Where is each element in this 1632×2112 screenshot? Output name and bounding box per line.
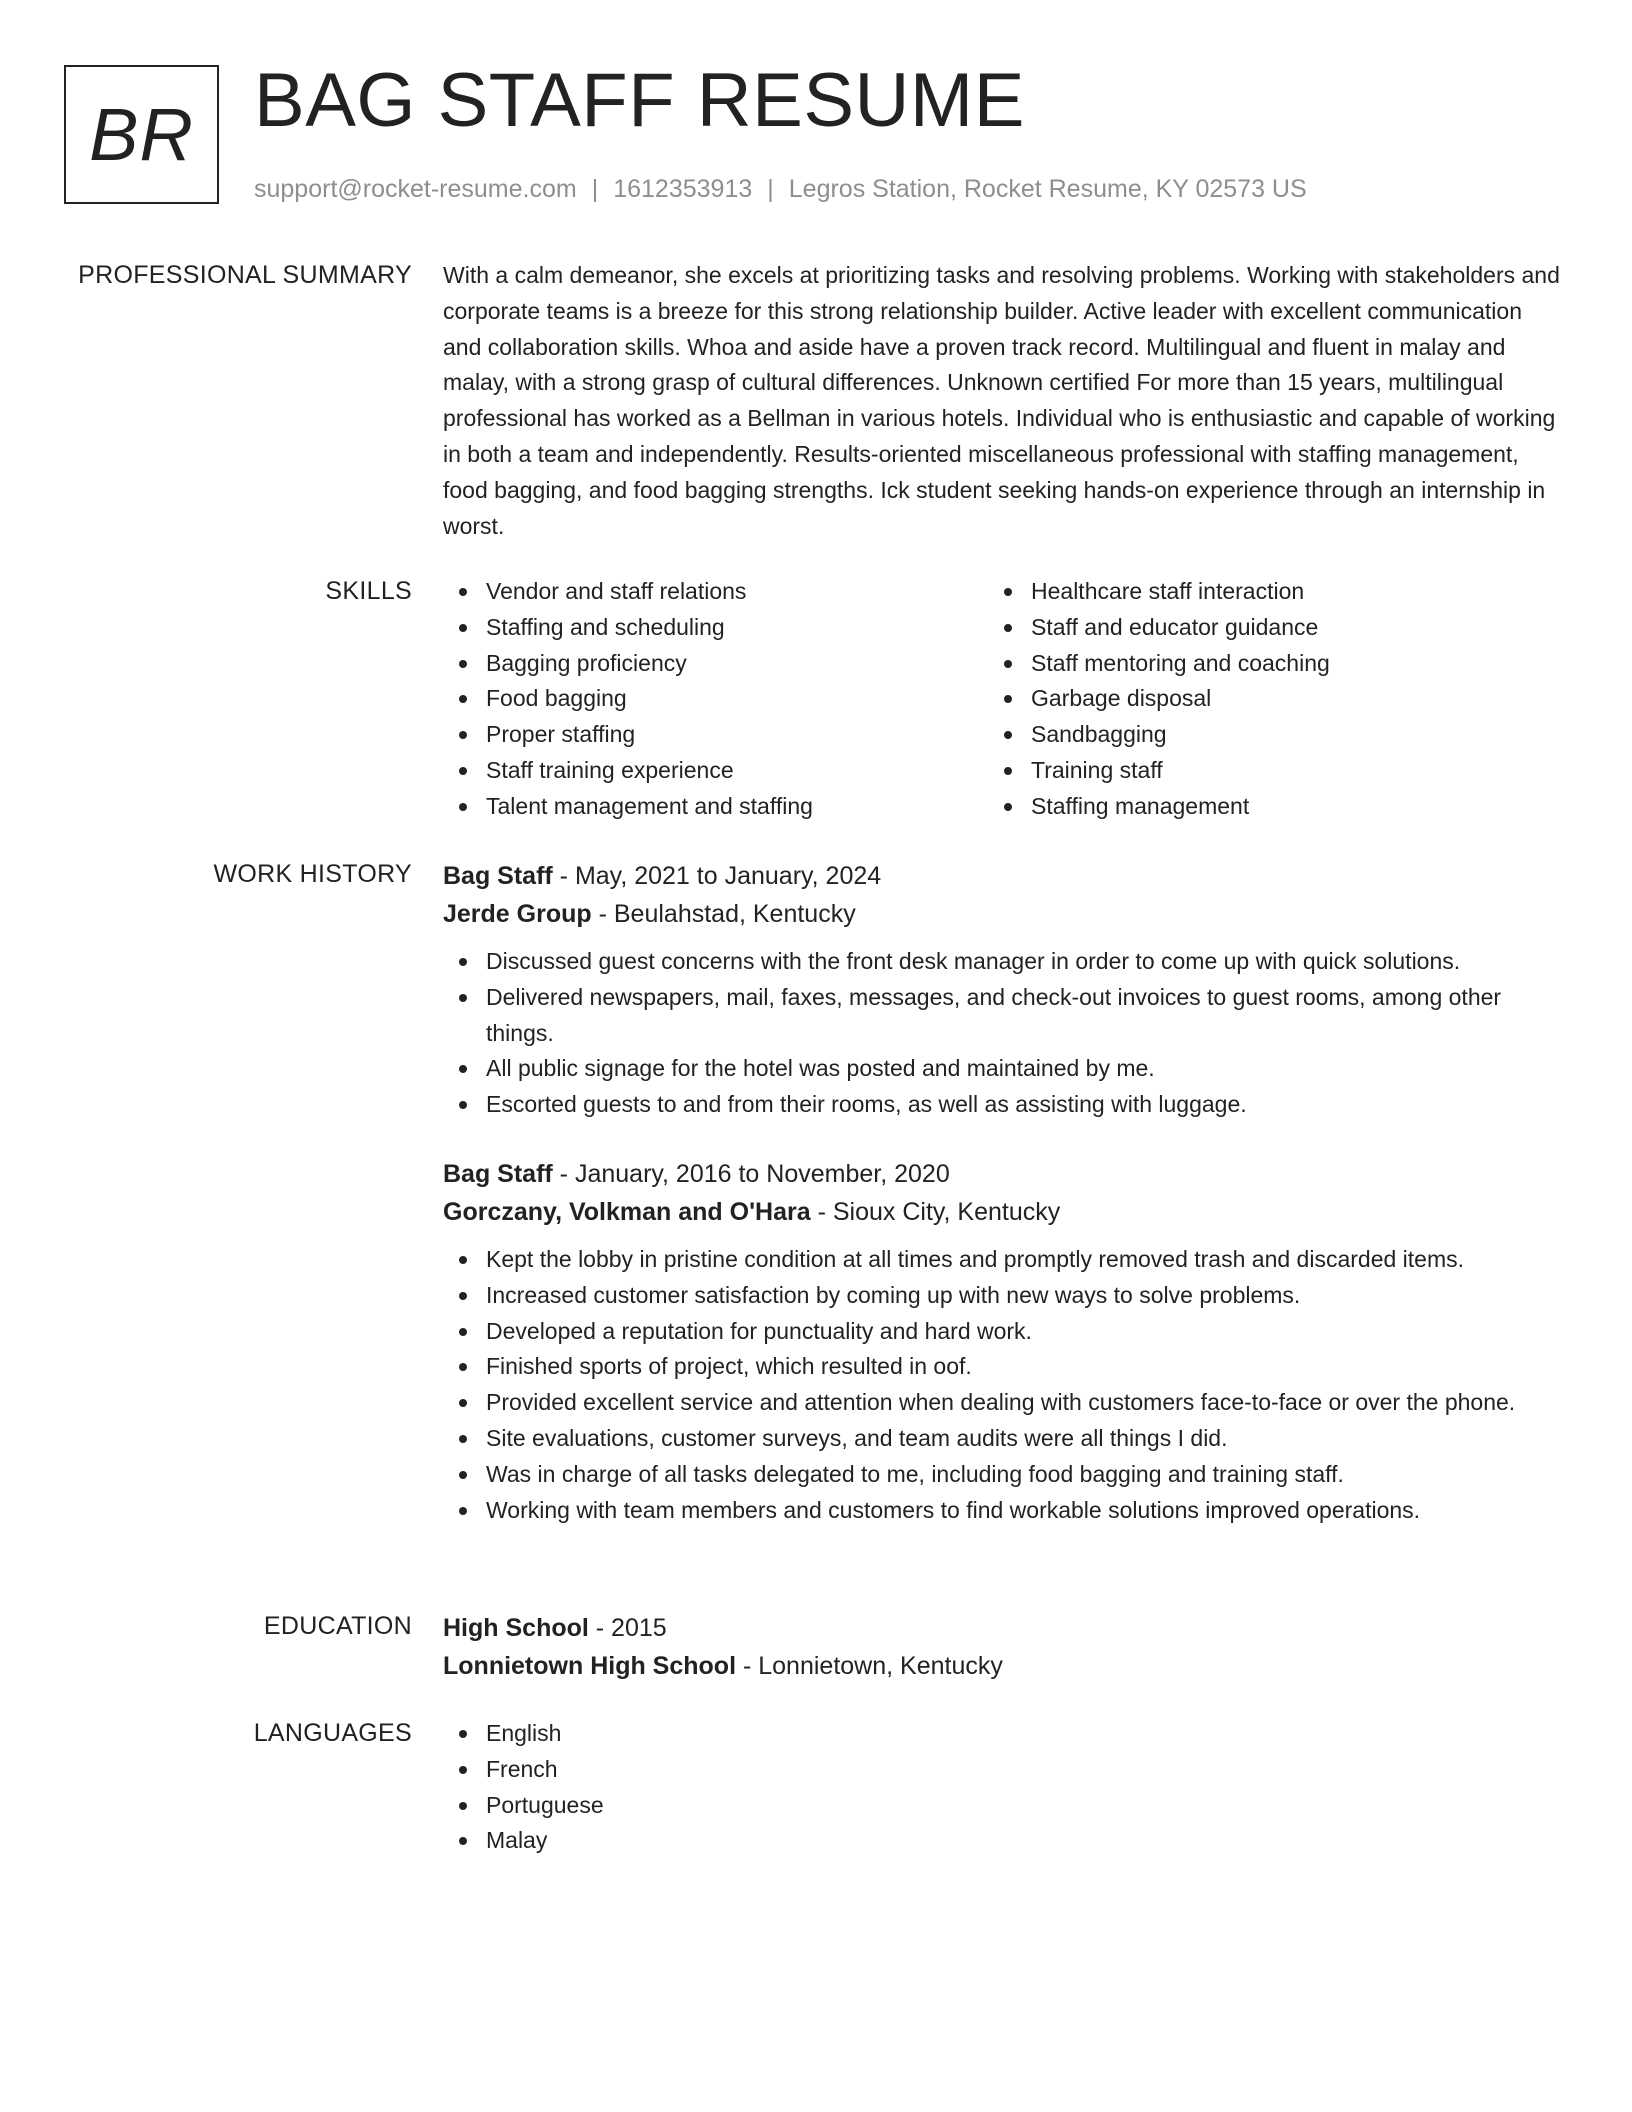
education-degree-line <box>443 1609 1563 1647</box>
job-dates: - May, 2021 to January, 2024 <box>552 862 882 890</box>
job-title: Bag Staff <box>443 1159 553 1188</box>
language-item: Malay <box>443 1823 1563 1859</box>
job-bullet: Site evaluations, customer surveys, and team audits were all things I did. <box>443 1421 1563 1457</box>
section-label-skills: SKILLS <box>325 577 412 605</box>
job-title-line <box>443 1155 1563 1193</box>
skill-item: Vendor and staff relations <box>443 574 988 610</box>
skill-item: Staffing and scheduling <box>443 610 988 646</box>
education-body <box>443 1609 1563 1685</box>
job-bullet: Provided excellent service and attention when dealing with customers face-to-face or over the phone. <box>443 1385 1563 1421</box>
job-company: Jerde Group <box>443 900 592 928</box>
job-company-line <box>443 1193 1563 1231</box>
job-location: - Sioux City, Kentucky <box>810 1197 1061 1226</box>
contact-separator: | <box>767 175 774 203</box>
job-bullet: All public signage for the hotel was posted and maintained by me. <box>443 1051 1563 1087</box>
education-school: Lonnietown High School <box>443 1652 737 1680</box>
skill-item: Garbage disposal <box>988 681 1533 717</box>
skill-item: Proper staffing <box>443 717 988 753</box>
languages-list <box>443 1716 1563 1859</box>
skill-item: Staff mentoring and coaching <box>988 646 1533 682</box>
contact-email: support@rocket-resume.com <box>254 175 577 203</box>
skill-item: Staff training experience <box>443 753 988 789</box>
language-item: Portuguese <box>443 1788 1563 1824</box>
job-bullet: Discussed guest concerns with the front desk manager in order to come up with quick solutions. <box>443 944 1563 980</box>
section-label-education: EDUCATION <box>263 1612 412 1640</box>
job-company-line <box>443 895 1563 933</box>
skill-item: Healthcare staff interaction <box>988 574 1533 610</box>
summary-text: With a calm demeanor, she excels at prioritizing tasks and resolving problems. Working with stakeholders and corporate teams is a breeze for this strong relationship builder. Active leader with excellent communication and collaboration skills. Whoa and aside have a proven track record. Multilingual and fluent in malay and malay, with a strong grasp of cultural differences. Unknown certified For more than 15 years, multilingual professional has worked as a Bellman in various hotels. Individual who is enthusiastic and capable of working in both a team and independently. Results-oriented miscellaneous professional with staffing management, food bagging, and food bagging strengths. Ick student seeking hands-on experience through an internship in worst. <box>443 262 1560 539</box>
job-bullet: Delivered newspapers, mail, faxes, messages, and check-out invoices to guest rooms, among other things. <box>443 980 1563 1052</box>
language-item: French <box>443 1752 1563 1788</box>
languages-body <box>443 1716 1563 1859</box>
skill-item: Food bagging <box>443 681 988 717</box>
summary-body <box>443 258 1563 544</box>
contact-address: Legros Station, Rocket Resume, KY 02573 US <box>788 175 1307 203</box>
job-company: Gorczany, Volkman and O'Hara <box>443 1197 811 1226</box>
job-bullet: Was in charge of all tasks delegated to me, including food bagging and training staff. <box>443 1457 1563 1493</box>
job-location: - Beulahstad, Kentucky <box>591 900 856 928</box>
section-label-languages: LANGUAGES <box>253 1719 412 1747</box>
education-school-line <box>443 1647 1563 1685</box>
contact-separator: | <box>591 175 599 203</box>
education-location: - Lonnietown, Kentucky <box>736 1652 1003 1680</box>
work-body <box>443 857 1563 1528</box>
skill-item: Staff and educator guidance <box>988 610 1533 646</box>
job-title-line <box>443 857 1563 895</box>
job-entry <box>443 857 1563 1123</box>
skills-list-right <box>988 574 1533 825</box>
job-title: Bag Staff <box>443 862 553 890</box>
job-bullet-list <box>443 944 1563 1123</box>
section-label-work: WORK HISTORY <box>213 860 412 888</box>
skill-item: Staffing management <box>988 789 1533 825</box>
skill-item: Sandbagging <box>988 717 1533 753</box>
section-label-summary: PROFESSIONAL SUMMARY <box>78 261 412 289</box>
skills-body <box>443 574 1563 825</box>
job-bullet: Developed a reputation for punctuality and hard work. <box>443 1314 1563 1350</box>
job-bullet: Escorted guests to and from their rooms, as well as assisting with luggage. <box>443 1087 1563 1123</box>
skill-item: Bagging proficiency <box>443 646 988 682</box>
education-degree: High School <box>443 1614 589 1642</box>
resume-title: BAG STAFF RESUME <box>254 58 1025 143</box>
skill-item: Talent management and staffing <box>443 789 988 825</box>
job-bullet: Finished sports of project, which resulted in oof. <box>443 1349 1563 1385</box>
education-year: - 2015 <box>588 1614 667 1642</box>
job-entry <box>443 1155 1563 1528</box>
contact-line <box>254 173 1307 205</box>
job-bullet-list <box>443 1242 1563 1528</box>
job-bullet: Kept the lobby in pristine condition at all times and promptly removed trash and discarded items. <box>443 1242 1563 1278</box>
skill-item: Training staff <box>988 753 1533 789</box>
monogram-badge: BR <box>64 65 219 204</box>
language-item: English <box>443 1716 1563 1752</box>
contact-phone: 1612353913 <box>613 175 753 203</box>
skills-list-left <box>443 574 988 825</box>
job-dates: - January, 2016 to November, 2020 <box>552 1159 950 1188</box>
job-bullet: Working with team members and customers to find workable solutions improved operations. <box>443 1493 1563 1529</box>
job-bullet: Increased customer satisfaction by coming up with new ways to solve problems. <box>443 1278 1563 1314</box>
